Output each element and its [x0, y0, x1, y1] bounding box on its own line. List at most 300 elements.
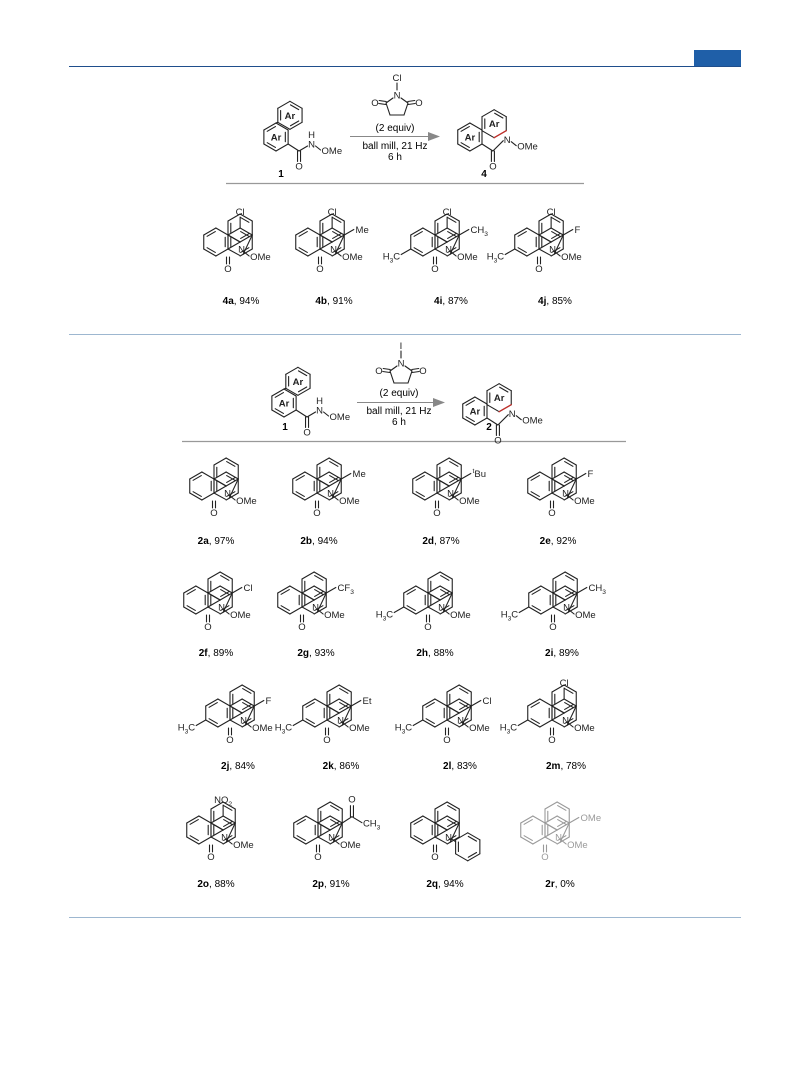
bond: [401, 98, 408, 103]
nitrogen-label: N: [238, 244, 246, 256]
bond: [435, 816, 447, 823]
bond: [423, 699, 435, 706]
bond: [425, 493, 437, 500]
oxygen-label: O: [323, 734, 331, 746]
bond: [563, 230, 573, 236]
bond: [564, 472, 576, 479]
bond: [383, 369, 390, 370]
bond: [324, 412, 329, 416]
oxygen-label: O: [204, 621, 212, 633]
bond: [404, 103, 408, 115]
bond: [306, 837, 318, 844]
top-condition-2: 6 h: [388, 152, 402, 163]
oxygen-label: O: [348, 794, 356, 806]
compound-caption-2h: 2h, 88%: [416, 648, 454, 659]
bond: [208, 586, 220, 593]
nitrogen-label: N: [218, 602, 226, 614]
methoxy-label: OMe: [469, 723, 490, 734]
methoxy-label: OMe: [339, 496, 360, 507]
hydrogen-label: H: [308, 130, 315, 141]
bond: [184, 586, 196, 593]
bond: [386, 98, 393, 103]
bond: [527, 228, 539, 235]
bond: [278, 101, 290, 108]
nitrogen-label: N: [240, 715, 248, 727]
bond: [565, 572, 577, 579]
aryl-label: Ar: [493, 393, 505, 405]
compound-caption-2i: 2i, 89%: [545, 648, 579, 659]
bond: [278, 122, 290, 129]
bond: [208, 572, 220, 579]
aryl-label: Ar: [278, 398, 290, 410]
methyl-label: $H_3C$: [177, 722, 196, 736]
nitrogen-label: N: [224, 488, 232, 500]
bond: [196, 586, 208, 593]
methyl-label: $H_3C$: [486, 251, 505, 265]
oxygen-label: O: [431, 851, 439, 863]
oxygen-label: O: [433, 507, 441, 519]
compound-caption-4b: 4b, 91%: [315, 296, 353, 307]
bond: [519, 607, 529, 613]
bond: [459, 685, 471, 692]
bond: [413, 493, 425, 500]
bond: [278, 607, 290, 614]
bond: [302, 572, 314, 579]
oxygen-label: O: [548, 507, 556, 519]
bond: [435, 720, 447, 727]
bond: [408, 103, 415, 104]
bond: [318, 802, 330, 809]
bond: [296, 410, 307, 417]
bond: [423, 816, 435, 823]
bond: [214, 472, 226, 479]
top-condition-1: ball mill, 21 Hz: [362, 141, 428, 152]
compound-caption-2a: 2a, 97%: [197, 536, 235, 547]
bond: [276, 144, 288, 151]
bond: [411, 249, 423, 256]
bond: [206, 720, 218, 727]
methyl-label: Me: [355, 225, 369, 236]
bond: [541, 607, 553, 614]
bond: [440, 586, 452, 593]
bond: [557, 802, 569, 809]
tert-butyl-label: $^t$Bu: [472, 468, 487, 480]
bond: [428, 586, 440, 593]
bond: [226, 458, 238, 465]
bond: [533, 816, 545, 823]
bond: [390, 366, 397, 371]
bond: [564, 458, 576, 465]
oxygen-label: O: [316, 263, 324, 275]
bond: [339, 685, 351, 692]
bond: [242, 699, 254, 706]
bond: [470, 144, 482, 151]
bond: [211, 823, 223, 830]
nitrogen-label: N: [328, 832, 336, 844]
bond: [505, 249, 515, 255]
nitrogen-label: N: [457, 715, 465, 727]
bond: [329, 472, 341, 479]
fluoro-label: F: [574, 225, 581, 236]
bond: [408, 101, 415, 102]
compound-caption-4j: 4j, 85%: [538, 296, 572, 307]
bond: [437, 458, 449, 465]
methoxy-label: OMe: [250, 252, 271, 263]
bond: [230, 706, 242, 713]
bond: [435, 235, 447, 242]
bond: [327, 699, 339, 706]
methyl-label: $H_3C$: [499, 722, 518, 736]
bond: [278, 586, 290, 593]
section-dividers: [69, 184, 741, 918]
bond: [423, 249, 435, 256]
nitrogen-label: N: [503, 135, 511, 147]
methoxy-label: OMe: [574, 496, 595, 507]
oxygen-label: O: [443, 734, 451, 746]
nitrogen-label: N: [316, 405, 323, 417]
bond: [386, 103, 390, 115]
bond: [565, 586, 577, 593]
bond: [190, 493, 202, 500]
methoxy-label: OMe: [450, 610, 471, 621]
bond: [223, 816, 235, 823]
bond: [404, 586, 416, 593]
bond: [305, 493, 317, 500]
oxygen-label: O: [424, 621, 432, 633]
bond: [540, 699, 552, 706]
bond: [425, 472, 437, 479]
nitrogen-label: N: [555, 832, 563, 844]
fluoro-label: F: [587, 469, 594, 480]
bond: [552, 479, 564, 486]
nitrogen-label: N: [562, 715, 570, 727]
aryl-label: Ar: [488, 119, 500, 131]
top-substrate-label: 1: [278, 169, 284, 180]
nitrogen-label: N: [393, 90, 401, 102]
bond: [330, 802, 342, 809]
nitrogen-label: N: [337, 715, 345, 727]
bond: [390, 371, 394, 383]
bond: [463, 418, 475, 425]
chloro-label: Cl: [327, 207, 337, 218]
chloro-label: Cl: [243, 583, 253, 594]
bond: [435, 699, 447, 706]
nitrogen-label: N: [221, 832, 229, 844]
bond: [286, 388, 298, 395]
bond: [332, 228, 344, 235]
bond: [521, 816, 533, 823]
bond: [412, 369, 419, 370]
compound-caption-2p: 2p, 91%: [312, 879, 350, 890]
bond: [518, 720, 528, 726]
bottom-reagent-amount: (2 equiv): [379, 388, 419, 399]
bond: [228, 228, 240, 235]
nitro-label: $NO_2$: [214, 795, 233, 808]
bond: [228, 235, 240, 242]
methoxy-label: OMe: [522, 415, 543, 427]
bond: [411, 816, 423, 823]
bond: [211, 816, 223, 823]
chloro-label: Cl: [546, 207, 556, 218]
bond: [539, 228, 551, 235]
nitrogen-label: N: [549, 244, 557, 256]
bond: [401, 249, 411, 255]
bond: [220, 572, 232, 579]
bond: [449, 472, 461, 479]
bond: [351, 701, 361, 707]
bond: [379, 103, 386, 104]
bond: [498, 415, 508, 425]
bond: [216, 249, 228, 256]
bond: [528, 720, 540, 727]
bond: [298, 367, 310, 374]
bond: [440, 572, 452, 579]
compound-caption-2r: 2r, 0%: [545, 879, 575, 890]
bond: [344, 230, 354, 236]
bond: [314, 586, 326, 593]
chloro-label: Cl: [559, 678, 569, 689]
bond: [317, 458, 329, 465]
oxygen-label: O: [535, 263, 543, 275]
nitrogen-label: N: [563, 602, 571, 614]
bottom-product-label: 2: [486, 422, 492, 433]
bond: [471, 701, 481, 707]
bond: [458, 144, 470, 151]
bond: [423, 720, 435, 727]
trifluoromethyl-label: $CF_3$: [337, 583, 354, 596]
nitrogen-label: N: [438, 602, 446, 614]
bond: [468, 854, 480, 861]
bond: [416, 607, 428, 614]
bond: [196, 720, 206, 726]
bond: [272, 410, 284, 417]
oxygen-label: O: [226, 734, 234, 746]
bond: [284, 410, 296, 417]
bond: [569, 818, 579, 824]
bond: [416, 586, 428, 593]
bond: [552, 458, 564, 465]
bond: [482, 110, 494, 117]
bond: [214, 479, 226, 486]
oxygen-label: O: [489, 161, 497, 173]
bond: [293, 472, 305, 479]
bond: [533, 837, 545, 844]
bond: [540, 472, 552, 479]
bond: [327, 685, 339, 692]
bond: [459, 230, 469, 236]
bond: [302, 593, 314, 600]
bond: [423, 228, 435, 235]
bond: [303, 699, 315, 706]
oxygen-label: O: [371, 98, 379, 109]
bond: [423, 837, 435, 844]
nitrogen-label: N: [447, 488, 455, 500]
bond: [220, 586, 232, 593]
methoxy-label: OMe: [340, 840, 361, 851]
methoxy-label: OMe: [342, 252, 363, 263]
bond: [204, 249, 216, 256]
bond: [315, 699, 327, 706]
bond: [290, 586, 302, 593]
bond: [218, 699, 230, 706]
bond: [305, 472, 317, 479]
bond: [202, 493, 214, 500]
top-reagent-amount: (2 equiv): [375, 123, 415, 134]
methoxy-label: OMe: [252, 723, 273, 734]
bond: [296, 228, 308, 235]
bond: [284, 388, 286, 389]
bond: [545, 823, 557, 830]
bond: [326, 588, 336, 594]
bond: [330, 816, 342, 823]
bond: [527, 249, 539, 256]
bond: [539, 235, 551, 242]
aryl-label: Ar: [284, 110, 296, 122]
molecule-bonds: [184, 83, 587, 861]
bond: [521, 837, 533, 844]
bond: [408, 371, 412, 383]
oxygen-label: O: [295, 161, 303, 173]
methyl-label: $H_3C$: [274, 722, 293, 736]
bond: [296, 249, 308, 256]
bond: [308, 249, 320, 256]
bond: [553, 593, 565, 600]
halogen-label: I: [399, 341, 403, 352]
bond: [352, 817, 362, 823]
bond: [437, 479, 449, 486]
nitrogen-label: N: [308, 139, 315, 151]
bond: [290, 607, 302, 614]
bond: [308, 228, 320, 235]
bond: [468, 833, 480, 840]
bond: [545, 802, 557, 809]
bond: [288, 144, 299, 151]
bond: [413, 720, 423, 726]
bond: [187, 816, 199, 823]
bond: [487, 384, 499, 391]
bond: [316, 146, 321, 150]
bond: [286, 367, 298, 374]
bond: [290, 101, 302, 108]
fluoro-label: F: [265, 696, 272, 707]
bond: [511, 142, 516, 146]
bond: [318, 816, 330, 823]
bond: [456, 833, 468, 840]
methyl-label: Me: [352, 469, 366, 480]
bond: [320, 235, 332, 242]
methoxy-label: OMe: [459, 496, 480, 507]
compound-caption-2j: 2j, 84%: [221, 761, 255, 772]
bond: [458, 123, 470, 130]
bond: [327, 706, 339, 713]
bond: [226, 472, 238, 479]
methoxy-label: OMe: [517, 141, 538, 153]
bond: [276, 123, 288, 130]
bond: [447, 706, 459, 713]
bond: [482, 131, 494, 138]
aryl-label: Ar: [469, 406, 481, 418]
compound-caption-2l: 2l, 83%: [443, 761, 477, 772]
methyl-label: $H_3C$: [394, 722, 413, 736]
bond: [449, 458, 461, 465]
oxygen-label: O: [419, 366, 427, 377]
bond: [552, 699, 564, 706]
nitrogen-label: N: [312, 602, 320, 614]
oxygen-label: O: [210, 507, 218, 519]
bond: [394, 607, 404, 613]
nitrogen-label: N: [445, 832, 453, 844]
bond: [276, 122, 278, 123]
halogen-label: Cl: [392, 73, 402, 84]
bond: [206, 699, 218, 706]
bottom-condition-1: ball mill, 21 Hz: [366, 406, 432, 417]
bond: [320, 228, 332, 235]
bond: [435, 228, 447, 235]
bond: [494, 110, 506, 117]
bond: [290, 122, 302, 129]
bond: [447, 699, 459, 706]
methoxy-label: OMe: [324, 610, 345, 621]
bond: [254, 701, 264, 707]
compound-caption-2b: 2b, 94%: [300, 536, 338, 547]
bond: [413, 472, 425, 479]
bond: [204, 228, 216, 235]
methoxy-label: OMe: [236, 496, 257, 507]
bond: [435, 823, 447, 830]
bond: [456, 854, 468, 861]
bond: [264, 123, 276, 130]
bond: [482, 144, 493, 151]
bond: [515, 228, 527, 235]
chloro-label: Cl: [482, 696, 492, 707]
header-accent-block: [694, 50, 741, 66]
bond: [318, 823, 330, 830]
bond: [447, 228, 459, 235]
methoxy-label: OMe: [575, 610, 596, 621]
compound-caption-2k: 2k, 86%: [322, 761, 360, 772]
oxygen-label: O: [224, 263, 232, 275]
oxygen-label: O: [549, 621, 557, 633]
bond: [187, 837, 199, 844]
bond: [553, 572, 565, 579]
methoxy-label: OMe: [349, 723, 370, 734]
bond: [339, 699, 351, 706]
nitrogen-label: N: [397, 358, 405, 370]
bond: [317, 472, 329, 479]
bond: [428, 572, 440, 579]
molecule-labels: [178, 73, 607, 863]
bond: [540, 720, 552, 727]
compound-caption-2q: 2q, 94%: [426, 879, 464, 890]
bond: [294, 837, 306, 844]
bond: [447, 816, 459, 823]
bond: [557, 816, 569, 823]
hydrogen-label: H: [316, 396, 323, 407]
oxygen-label: O: [375, 366, 383, 377]
bond: [499, 384, 511, 391]
bond: [264, 144, 276, 151]
methoxy-label: OMe: [233, 840, 254, 851]
oxygen-label: O: [207, 851, 215, 863]
nitrogen-label: N: [562, 488, 570, 500]
bond: [552, 472, 564, 479]
bottom-substrate-label: 1: [282, 422, 288, 433]
bond: [329, 458, 341, 465]
compound-caption-2f: 2f, 89%: [198, 648, 234, 659]
oxygen-label: O: [314, 851, 322, 863]
bond: [383, 371, 390, 372]
bond: [293, 720, 303, 726]
